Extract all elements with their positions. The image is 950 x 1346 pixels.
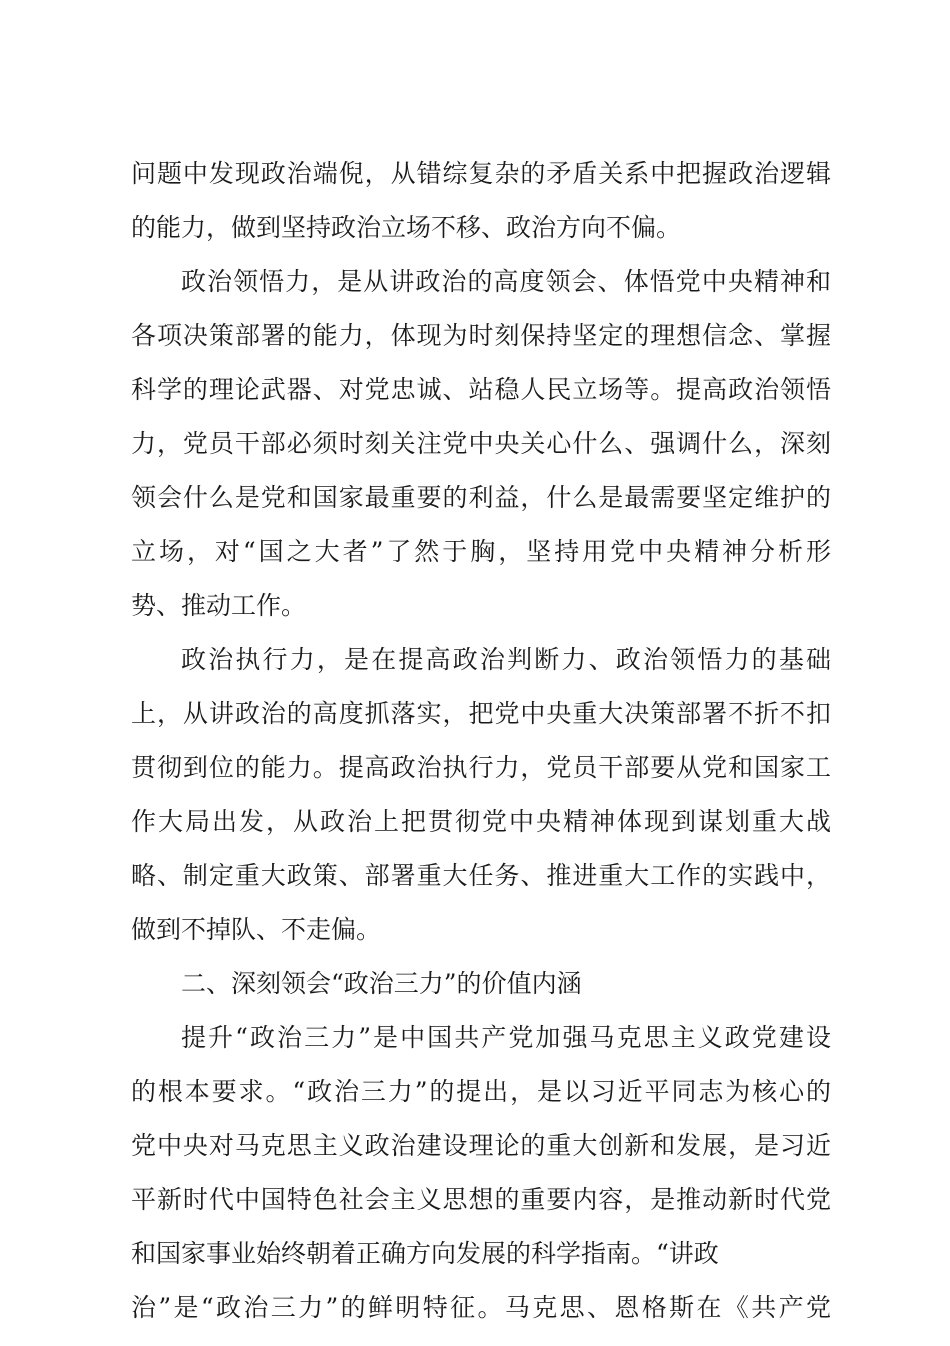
paragraph-start-line: 政治执行力，是在提高政治判断力、政治领悟力的基础	[181, 645, 831, 674]
text-line: 科学的理论武器、对党忠诚、站稳人民立场等。提高政治领悟	[131, 375, 831, 404]
text-line: 党中央对马克思主义政治建设理论的重大创新和发展，是习近	[131, 1131, 831, 1160]
text-line: 势、推动工作。	[131, 591, 307, 620]
text-line: 的能力，做到坚持政治立场不移、政治方向不偏。	[131, 213, 682, 242]
text-line: 问题中发现政治端倪，从错综复杂的矛盾关系中把握政治逻辑	[131, 159, 831, 188]
text-line: 治”是“政治三力”的鲜明特征。马克思、恩格斯在《共产党	[131, 1293, 831, 1322]
paragraph-start-line: 政治领悟力，是从讲政治的高度领会、体悟党中央精神和	[181, 267, 831, 296]
text-line: 领会什么是党和国家最重要的利益，什么是最需要坚定维护的	[131, 483, 831, 512]
text-line: 立场，对“国之大者”了然于胸，坚持用党中央精神分析形	[131, 537, 831, 566]
text-line: 贯彻到位的能力。提高政治执行力，党员干部要从党和国家工	[131, 753, 831, 782]
paragraph-start-line: 提升“政治三力”是中国共产党加强马克思主义政党建设	[181, 1023, 831, 1052]
text-line: 的根本要求。“政治三力”的提出，是以习近平同志为核心的	[131, 1077, 831, 1106]
text-line: 作大局出发，从政治上把贯彻党中央精神体现到谋划重大战	[131, 807, 831, 836]
text-line: 平新时代中国特色社会主义思想的重要内容，是推动新时代党	[131, 1185, 831, 1214]
body-text	[131, 147, 831, 1335]
text-line: 各项决策部署的能力，体现为时刻保持坚定的理想信念、掌握	[131, 321, 831, 350]
text-line: 和国家事业始终朝着正确方向发展的科学指南。“讲政	[131, 1239, 719, 1268]
section-heading: 二、深刻领会“政治三力”的价值内涵	[181, 969, 582, 998]
text-line: 上，从讲政治的高度抓落实，把党中央重大决策部署不折不扣	[131, 699, 831, 728]
text-line: 略、制定重大政策、部署重大任务、推进重大工作的实践中，	[131, 861, 831, 890]
text-line: 力，党员干部必须时刻关注党中央关心什么、强调什么，深刻	[131, 429, 831, 458]
text-line: 做到不掉队、不走偏。	[131, 915, 382, 944]
